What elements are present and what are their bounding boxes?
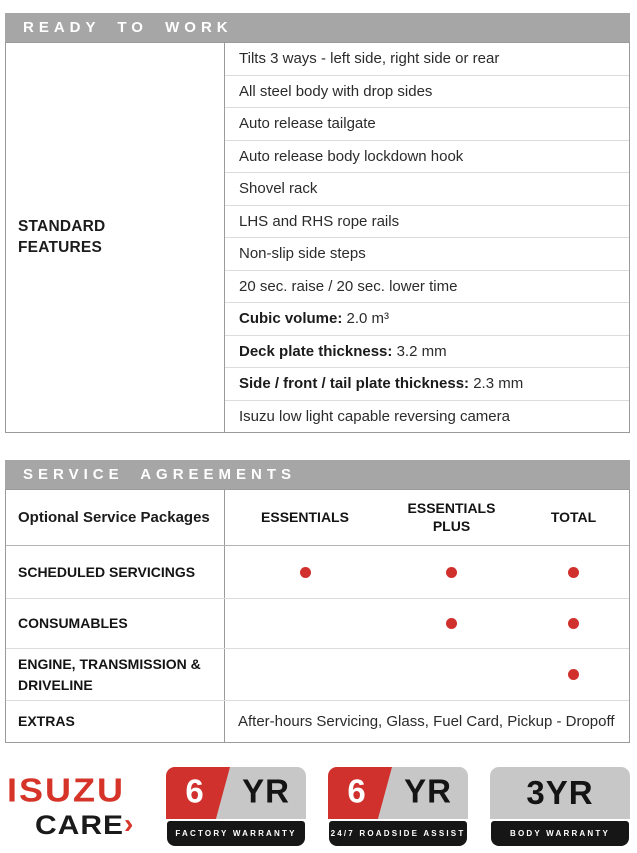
ready-to-work-header: READY TO WORK (5, 13, 630, 42)
feature-bold: Cubic volume: (239, 310, 343, 328)
column-header-essentials-plus (385, 500, 518, 535)
included-dot-cell (518, 618, 629, 629)
feature-row (225, 108, 629, 141)
service-row-cells (225, 649, 629, 700)
section-gap (5, 433, 630, 460)
badge-year-number: 3 (526, 774, 546, 811)
included-dot-cell (385, 618, 518, 629)
badge-caption: BODY WARRANTY (491, 821, 629, 846)
isuzu-wordmark: ISUZU (7, 770, 125, 809)
care-line (35, 807, 162, 841)
feature-text: 2.0 m³ (342, 310, 390, 328)
included-dot (300, 567, 311, 578)
service-row-label-cell (6, 599, 225, 648)
feature-bold: Deck plate thickness: (239, 342, 393, 360)
feature-text: Shovel rack (239, 180, 318, 198)
badge-year-number: 6 (185, 772, 205, 810)
badge-top (166, 767, 306, 819)
feature-text: LHS and RHS rope rails (239, 212, 400, 230)
service-row-cells (225, 546, 629, 598)
column-header-essentials (225, 509, 385, 527)
service-row-label: ENGINE, TRANSMISSION & DRIVELINE (18, 656, 201, 693)
badge-6yr-roadside-assist (328, 767, 468, 847)
feature-row (225, 238, 629, 271)
service-agreements-header: SERVICE AGREEMENTS (5, 460, 630, 489)
service-row-scheduled-servicings (6, 546, 629, 599)
service-row-label-cell (6, 649, 225, 700)
service-row-label-cell (6, 701, 225, 742)
standard-features-label-cell (6, 43, 225, 432)
feature-row (225, 271, 629, 304)
included-dot (568, 618, 579, 629)
feature-text: 3.2 mm (392, 342, 447, 360)
badge-6yr-factory-warranty (166, 767, 306, 847)
feature-row (225, 206, 629, 239)
badge-year-number: 6 (347, 772, 367, 810)
feature-text: 2.3 mm (469, 375, 524, 393)
footer-logos (5, 767, 630, 847)
service-agreements-table (5, 489, 630, 743)
included-dot (446, 567, 457, 578)
extras-value: After-hours Servicing, Glass, Fuel Card, Pickup - Dropoff (238, 713, 615, 730)
service-row-label: CONSUMABLES (18, 615, 128, 632)
badge-yr-text: YR (404, 772, 452, 810)
service-row-engine-transmission-driveline (6, 649, 629, 701)
standard-features-label: STANDARD FEATURES (18, 217, 106, 256)
badge-yr-text: YR (545, 774, 594, 811)
badge-yr-text: YR (242, 772, 290, 810)
column-header-text: ESSENTIALS (261, 508, 349, 525)
service-header-label-cell (6, 490, 225, 545)
feature-text: Tilts 3 ways - left side, right side or rear (239, 50, 500, 68)
feature-row (225, 141, 629, 174)
optional-service-packages-label: Optional Service Packages (18, 509, 210, 526)
isuzu-care-logo (5, 770, 162, 841)
column-header-text: ESSENTIALS PLUS (407, 500, 496, 534)
badge-3yr-body-warranty (490, 767, 630, 847)
standard-features-table (5, 42, 630, 433)
feature-text: 20 sec. raise / 20 sec. lower time (239, 277, 458, 295)
feature-text: Non-slip side steps (239, 245, 366, 263)
care-wordmark: CARE (35, 810, 125, 840)
service-row-label: EXTRAS (18, 713, 75, 730)
badge-caption: 24/7 ROADSIDE ASSIST (329, 821, 467, 846)
feature-text: All steel body with drop sides (239, 82, 433, 100)
service-row-label-cell (6, 546, 225, 598)
service-column-headers (225, 490, 629, 545)
feature-row (225, 76, 629, 109)
column-header-text: TOTAL (550, 508, 597, 525)
included-dot-cell (518, 567, 629, 578)
feature-row (225, 173, 629, 206)
included-dot-cell (385, 567, 518, 578)
included-dot (446, 618, 457, 629)
feature-text: Isuzu low light capable reversing camera (239, 407, 510, 425)
service-row-consumables (6, 599, 629, 649)
feature-row (225, 401, 629, 433)
included-dot-cell (518, 669, 629, 680)
included-dot (568, 669, 579, 680)
column-header-total (518, 509, 629, 527)
included-dot-cell (225, 567, 385, 578)
feature-bold: Side / front / tail plate thickness: (239, 375, 470, 393)
badge-caption: FACTORY WARRANTY (167, 821, 305, 846)
feature-text: Auto release body lockdown hook (239, 147, 464, 165)
feature-row (225, 303, 629, 336)
badge-top (490, 767, 630, 819)
care-arrow-icon: › (124, 807, 134, 839)
feature-text: Auto release tailgate (239, 115, 376, 133)
service-row-cells (225, 599, 629, 648)
badge-top (328, 767, 468, 819)
feature-row (225, 336, 629, 369)
feature-row (225, 43, 629, 76)
feature-row (225, 368, 629, 401)
feature-list (225, 43, 629, 432)
service-table-header-row (6, 490, 629, 546)
service-row-extras (6, 701, 629, 742)
included-dot (568, 567, 579, 578)
service-row-label: SCHEDULED SERVICINGS (18, 563, 196, 580)
